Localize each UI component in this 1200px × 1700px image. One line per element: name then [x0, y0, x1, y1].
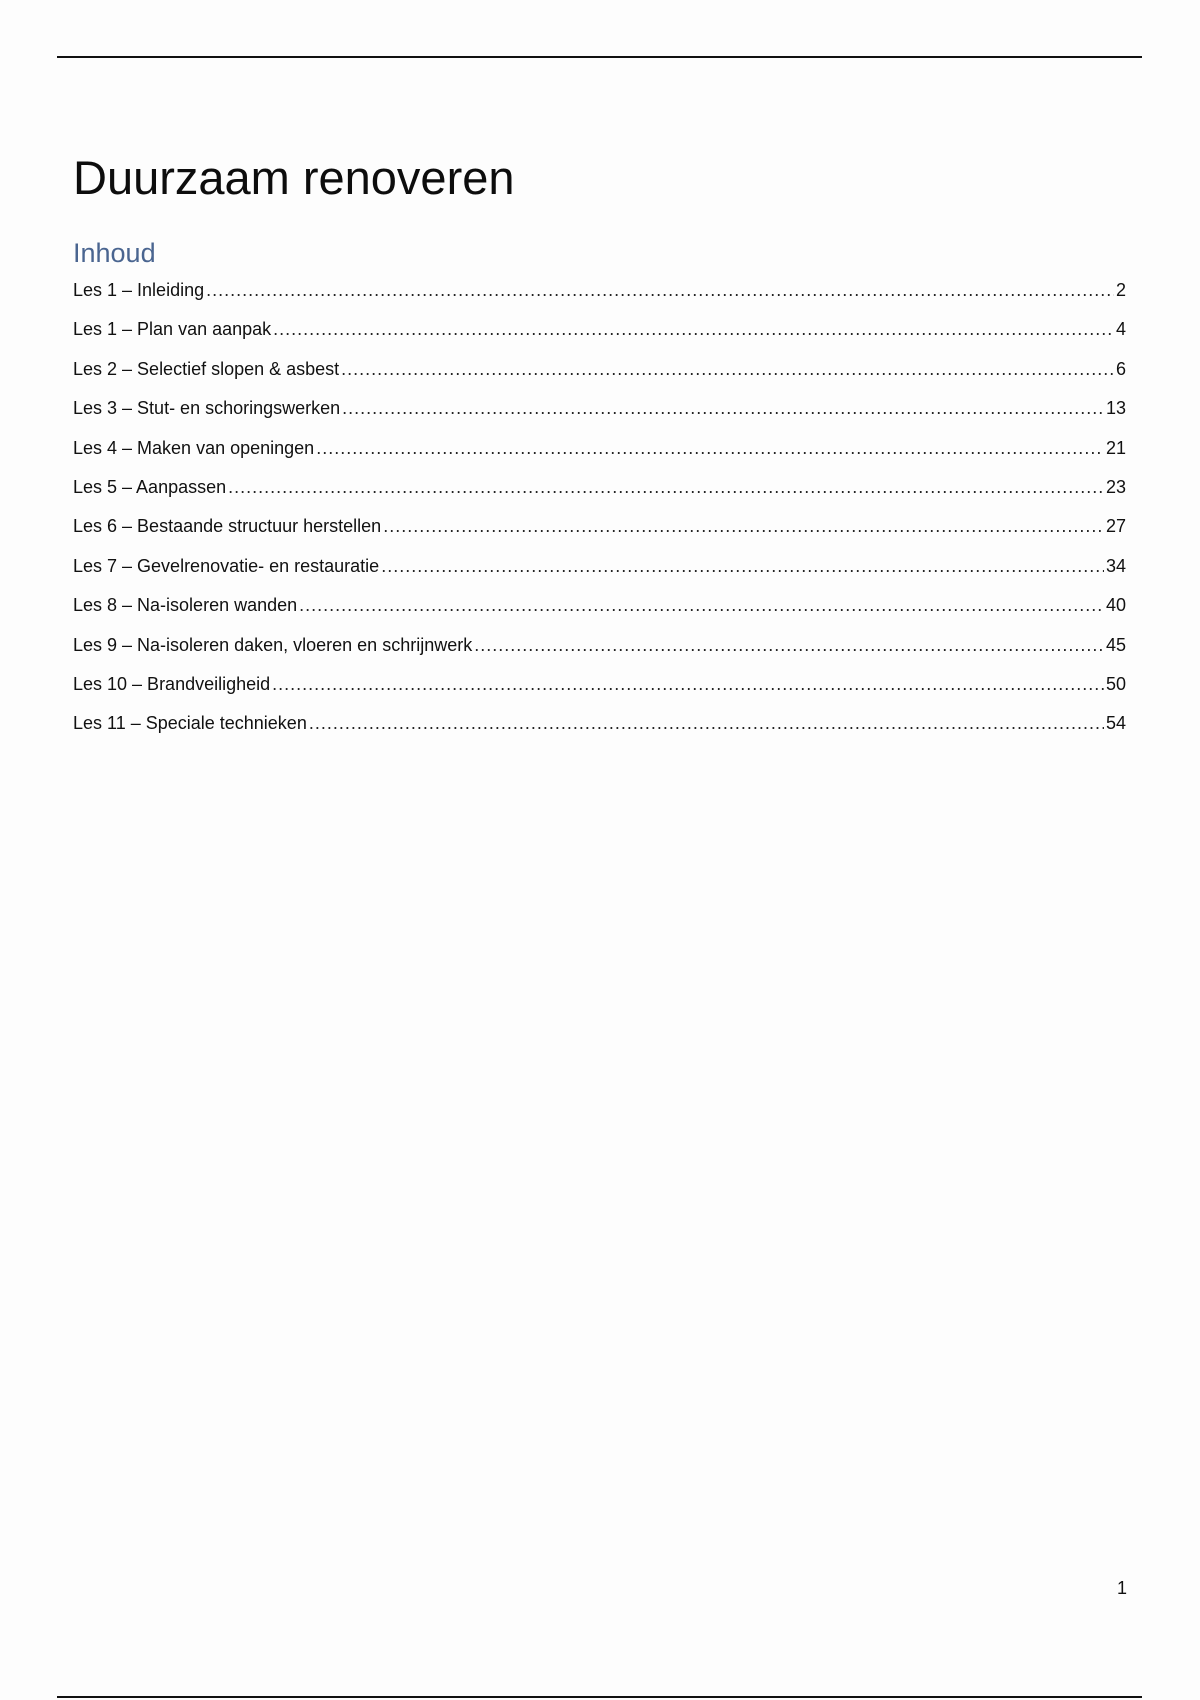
toc-entry[interactable] [73, 631, 1126, 670]
toc-dot-leader [299, 591, 1104, 619]
toc-entry-page: 45 [1105, 634, 1126, 655]
toc-entry-label: Les 10 – Brandveiligheid [73, 673, 271, 694]
toc-dot-leader [342, 394, 1104, 422]
toc-entry-label: Les 11 – Speciale technieken [73, 713, 307, 734]
toc-entry-label: Les 7 – Gevelrenovatie- en restauratie [73, 555, 380, 576]
toc-entry[interactable] [73, 670, 1126, 709]
toc-entry-label: Les 1 – Inleiding [73, 280, 205, 300]
toc-dot-leader [309, 709, 1104, 737]
toc-entry[interactable] [73, 552, 1126, 591]
toc-entry-label: Les 8 – Na-isoleren wanden [73, 595, 298, 616]
toc-dot-leader [341, 355, 1114, 383]
toc-entry-page: 54 [1105, 713, 1126, 734]
toc-entry[interactable] [73, 709, 1126, 748]
toc-dot-leader [228, 473, 1104, 501]
toc-dot-leader [474, 631, 1104, 659]
toc-entry-label: Les 9 – Na-isoleren daken, vloeren en schrijnwerk [73, 634, 473, 655]
toc-dot-leader [272, 670, 1104, 698]
document-title: Duurzaam renoveren [73, 151, 515, 204]
toc-entry-page: 4 [1115, 319, 1126, 340]
toc-entry[interactable] [73, 473, 1126, 512]
footer-rule [57, 1696, 1142, 1698]
toc-dot-leader [383, 512, 1104, 540]
toc-entry[interactable] [73, 394, 1126, 433]
toc-entry-page: 27 [1105, 516, 1126, 537]
toc-entry-label: Les 2 – Selectief slopen & asbest [73, 358, 340, 379]
toc-entry-page: 50 [1105, 673, 1126, 694]
toc-dot-leader [206, 276, 1114, 304]
toc-entry[interactable] [73, 434, 1126, 473]
toc-entry[interactable] [73, 276, 1126, 315]
toc-entry-page: 2 [1115, 280, 1126, 300]
toc-entry-page: 6 [1115, 358, 1126, 379]
toc-entry[interactable] [73, 355, 1126, 394]
toc-entry[interactable] [73, 512, 1126, 551]
toc-entry-label: Les 6 – Bestaande structuur herstellen [73, 516, 382, 537]
toc-heading: Inhoud [73, 238, 156, 268]
toc-dot-leader [273, 315, 1114, 343]
toc-entry-page: 21 [1105, 437, 1126, 458]
header-rule [57, 56, 1142, 58]
page-number: 1 [1116, 1578, 1127, 1598]
toc-entry[interactable] [73, 591, 1126, 630]
toc-entry-page: 40 [1105, 595, 1126, 616]
toc-entry-page: 34 [1105, 555, 1126, 576]
toc-entry-label: Les 1 – Plan van aanpak [73, 319, 272, 340]
toc-entry[interactable] [73, 315, 1126, 354]
toc-entry-label: Les 4 – Maken van openingen [73, 437, 315, 458]
table-of-contents [73, 276, 1126, 749]
toc-entry-label: Les 3 – Stut- en schoringswerken [73, 398, 341, 419]
toc-dot-leader [316, 434, 1104, 462]
toc-entry-page: 23 [1105, 476, 1126, 497]
toc-entry-page: 13 [1105, 398, 1126, 419]
toc-dot-leader [381, 552, 1104, 580]
toc-entry-label: Les 5 – Aanpassen [73, 476, 227, 497]
